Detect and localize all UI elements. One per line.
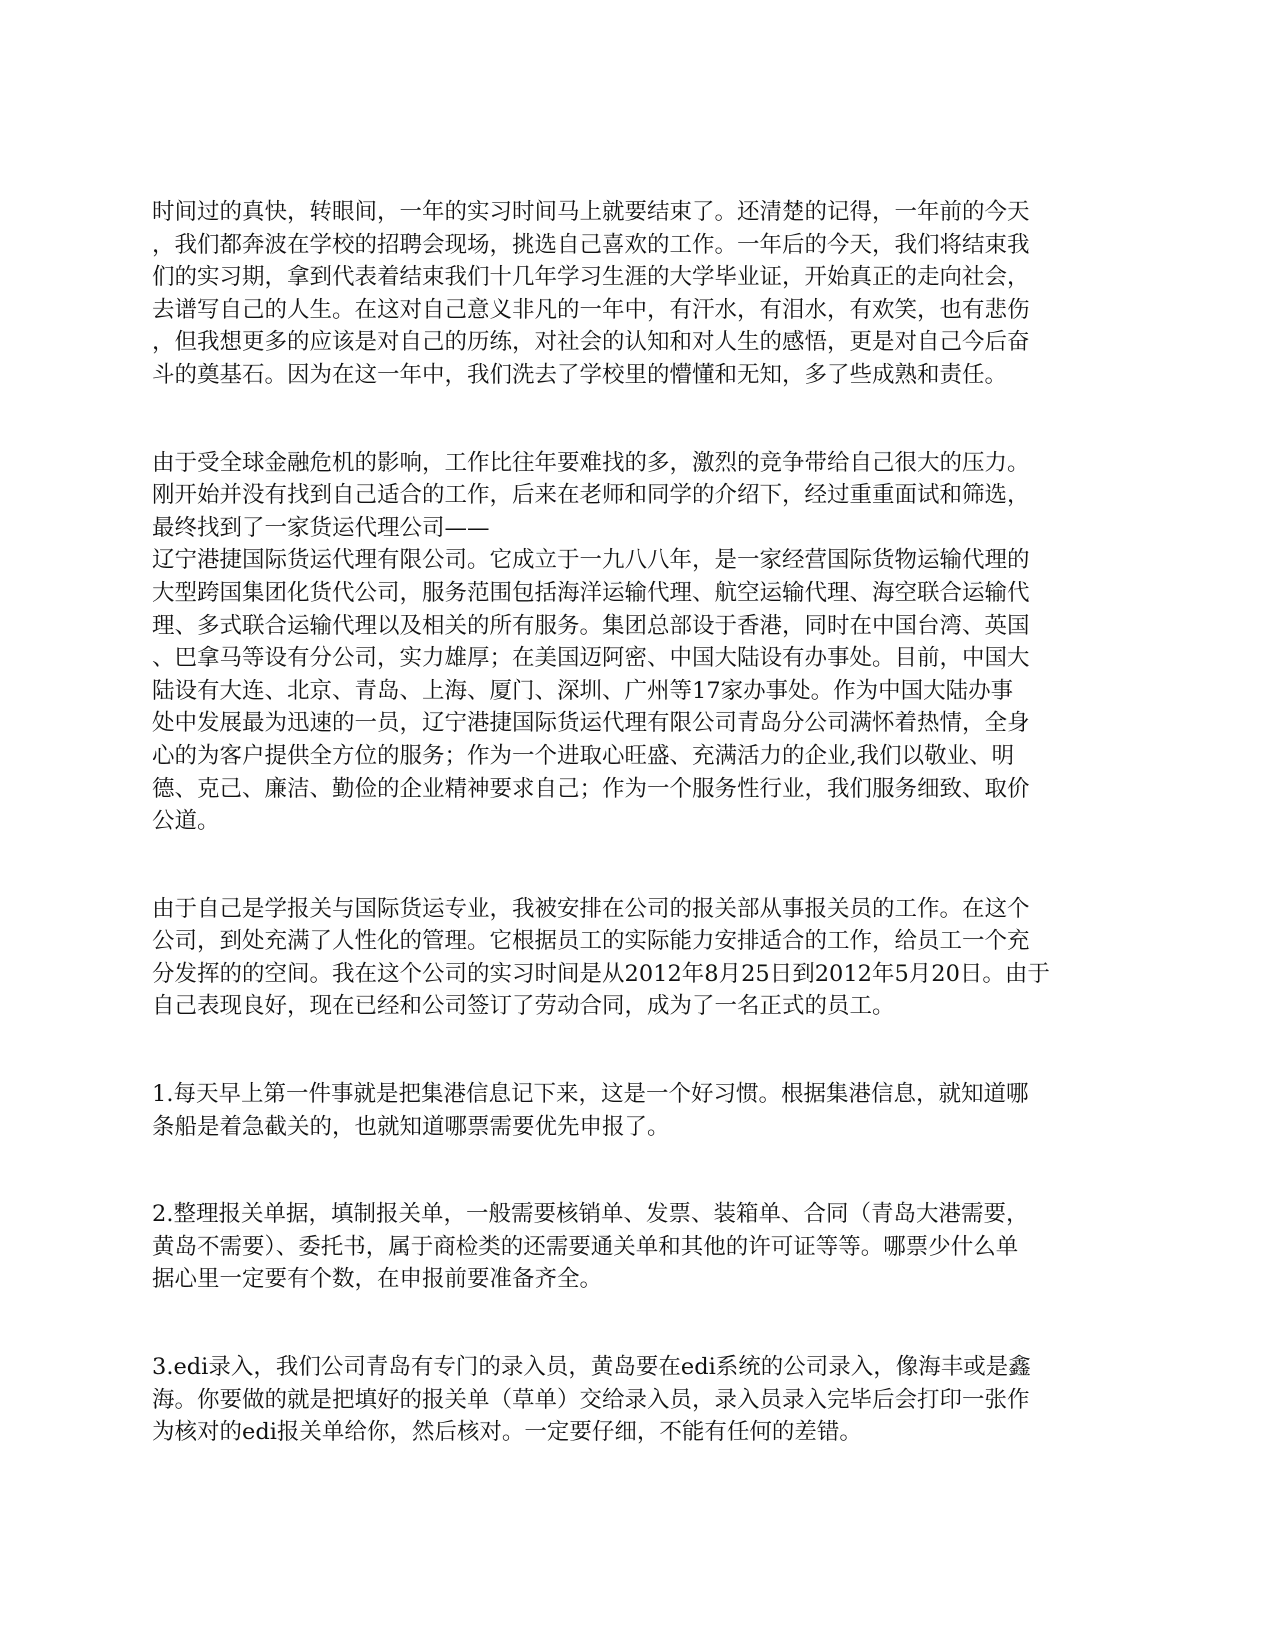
- paragraph-task-2: 2.整理报关单据，填制报关单，一般需要核销单、发票、装箱单、合同（青岛大港需要， 黄岛不需要）、委托书，属于商检类的还需要通关单和其他的许可证等等。哪票少什么单 据心里一定要有个数，在申报前要准备齐全。: [152, 1201, 1029, 1293]
- paragraph-job-assignment: 由于自己是学报关与国际货运专业，我被安排在公司的报关部从事报关员的工作。在这个 公司，到处充满了人性化的管理。它根据员工的实际能力安排适合的工作，给员工一个充 分发挥的的空间。我在这个公司的实习时间是从2012年8月25日到2012年5月20日。由于 自己表现良好，现在已经和公司签订了劳动合同，成为了一名正式的员工。: [152, 895, 1050, 1020]
- paragraph-internship-intro: 时间过的真快，转眼间，一年的实习时间马上就要结束了。还清楚的记得，一年前的今天 ，我们都奔波在学校的招聘会现场，挑选自己喜欢的工作。一年后的今天，我们将结束我 们的实习期，拿到代表着结束我们十几年学习生涯的大学毕业证，开始真正的走向社会， 去谱写自己的人生。在这对自己意义非凡的一年中，有汗水，有泪水，有欢笑，也有悲伤 ，但我想更多的应该是对自己的历练，对社会的认知和对人生的感悟，更是对自己今后奋 斗的奠基石。因为在这一年中，我们洗去了学校里的懵懂和无知，多了些成熟和责任。: [152, 199, 1030, 388]
- paragraph-task-1: 1.每天早上第一件事就是把集港信息记下来，这是一个好习惯。根据集港信息，就知道哪 条船是着急截关的，也就知道哪票需要优先申报了。: [152, 1081, 1029, 1140]
- document-body: [152, 196, 1124, 1449]
- paragraph-company-intro: 由于受全球金融危机的影响，工作比往年要难找的多，激烈的竞争带给自己很大的压力。 刚开始并没有找到自己适合的工作，后来在老师和同学的介绍下，经过重重面试和筛选， 最终找到了一家货运代理公司—— 辽宁港捷国际货运代理有限公司。它成立于一九八八年，是一家经营国际货物运输代理的 大型跨国集团化货代公司，服务范围包括海洋运输代理、航空运输代理、海空联合运输代 理、多式联合运输代理以及相关的所有服务。集团总部设于香港，同时在中国台湾、英国 、巴拿马等设有分公司，实力雄厚；在美国迈阿密、中国大陆设有办事处。目前，中国大 陆设有大连、北京、青岛、上海、厦门、深圳、广州等17家办事处。作为中国大陆办事 处中发展最为迅速的一员，辽宁港捷国际货运代理有限公司青岛分公司满怀着热情，全身 心的为客户提供全方位的服务；作为一个进取心旺盛、充满活力的企业,我们以敬业、明 德、克己、廉洁、勤俭的企业精神要求自己；作为一个服务性行业，我们服务细致、取价 公道。: [152, 449, 1030, 835]
- paragraph-task-3: 3.edi录入，我们公司青岛有专门的录入员，黄岛要在edi系统的公司录入，像海丰或是鑫 海。你要做的就是把填好的报关单（草单）交给录入员，录入员录入完毕后会打印一张作 为核对的edi报关单给你，然后核对。一定要仔细，不能有任何的差错。: [152, 1354, 1031, 1446]
